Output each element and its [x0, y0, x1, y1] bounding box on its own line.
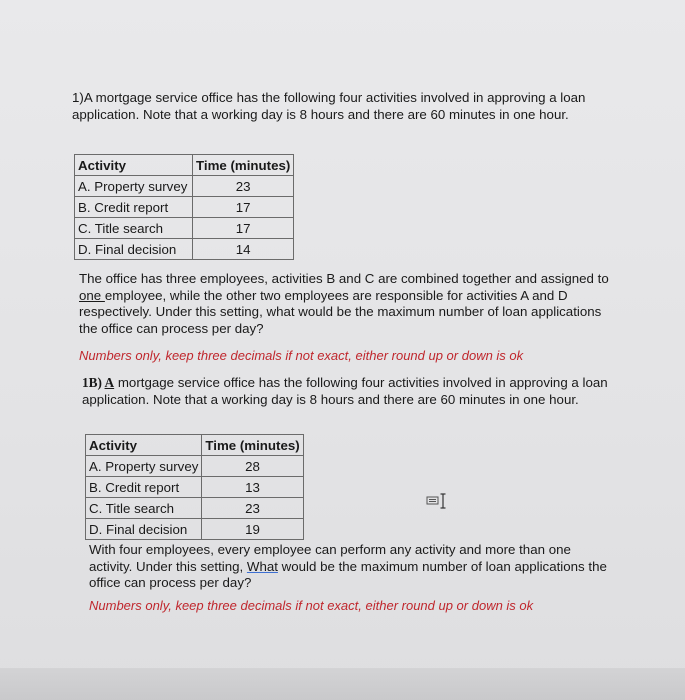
table-row [86, 477, 304, 498]
question-1b-intro [82, 375, 612, 408]
activity-name: B. Credit report [75, 197, 193, 218]
setting-text-start: The office has three employees, activities B and C are combined together and assigned to [79, 271, 609, 286]
activity-name: D. Final decision [86, 519, 202, 540]
activity-name: A. Property survey [86, 456, 202, 477]
activity-time: 17 [193, 218, 294, 239]
table-header-row [86, 435, 304, 456]
activity-time: 23 [202, 498, 303, 519]
activity-time: 28 [202, 456, 303, 477]
question-1-intro: 1)A mortgage service office has the following four activities involved in approving a loan application. Note that a working day is 8 hours and there are 60 minutes in one hour. [72, 90, 586, 122]
setting-text-start: With four employees, every employee can perform any activity and more than one activity. Under this setting, [89, 542, 571, 574]
answer-instruction-2: Numbers only, keep three decimals if not exact, either round up or down is ok [89, 598, 534, 613]
table-row [75, 197, 294, 218]
underlined-word-what: What [246, 558, 278, 574]
question-1b-setting [89, 542, 609, 592]
header-time: Time (minutes) [193, 155, 294, 176]
activity-name: D. Final decision [75, 239, 193, 260]
table-row [75, 218, 294, 239]
activity-time: 13 [202, 477, 303, 498]
table-row [75, 176, 294, 197]
question-1b-label: 1B) [82, 375, 105, 390]
underlined-word-one: one [79, 287, 105, 303]
activity-name: B. Credit report [86, 477, 202, 498]
activity-name: C. Title search [75, 218, 193, 239]
activity-table-1 [74, 154, 294, 260]
activity-time: 14 [193, 239, 294, 260]
activity-name: A. Property survey [75, 176, 193, 197]
table-row [86, 519, 304, 540]
text-cursor-icon [426, 493, 450, 509]
header-time: Time (minutes) [202, 435, 303, 456]
setting-text-end: employee, while the other two employees are responsible for activities A and D respectively. Under this setting, what would be the maximum number of loan applications the office can process per day? [79, 287, 602, 336]
activity-time: 23 [193, 176, 294, 197]
table-row [86, 456, 304, 477]
page-bottom-shadow [0, 668, 685, 700]
table-header-row [75, 155, 294, 176]
table-row [75, 239, 294, 260]
question-1b-underlined-a: A [104, 375, 115, 390]
setting-text-end: would be the maximum number of loan applications the office can process per day? [89, 558, 607, 590]
activity-time: 17 [193, 197, 294, 218]
activity-table-2 [85, 434, 304, 540]
header-activity: Activity [75, 155, 193, 176]
activity-time: 19 [202, 519, 303, 540]
question-1-setting [79, 271, 619, 337]
activity-name: C. Title search [86, 498, 202, 519]
answer-instruction-1: Numbers only, keep three decimals if not exact, either round up or down is ok [79, 348, 524, 363]
header-activity: Activity [86, 435, 202, 456]
question-1b-text: mortgage service office has the following four activities involved in approving a loan application. Note that a working day is 8 hours and there are 60 minutes in one hour. [82, 375, 608, 407]
table-row [86, 498, 304, 519]
